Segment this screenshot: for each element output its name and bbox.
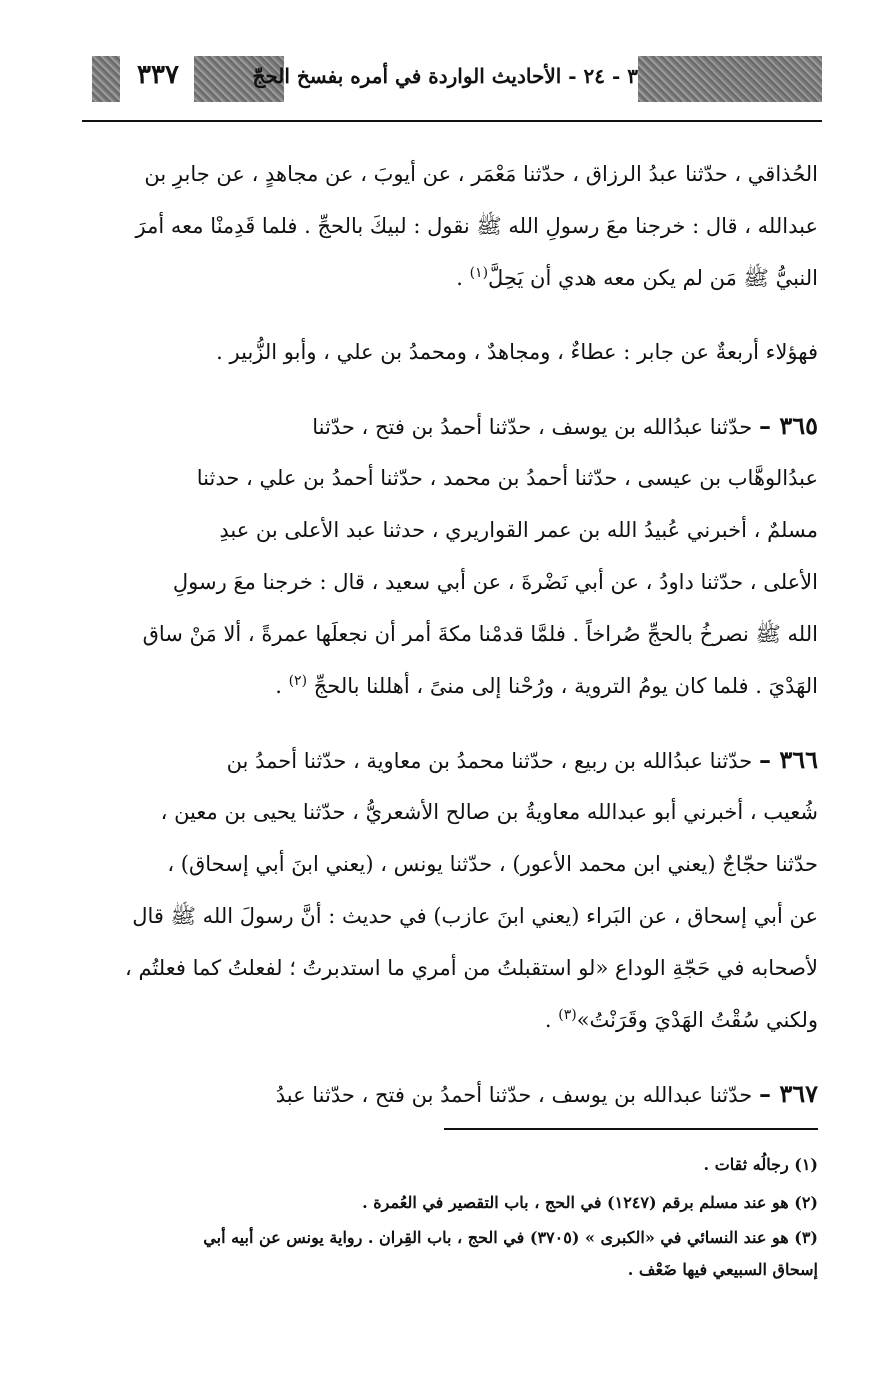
footnote-separator: [444, 1128, 818, 1130]
hadith-number: ٣٦٥ –: [758, 411, 818, 440]
footnote-1: (١) رجالُه ثقات .: [703, 1155, 818, 1174]
footnote-3: (٣) هو عند النسائي في «الكبرى » (٣٧٠٥) في الحج ، باب القِران . رواية يونس عن أبيه أبي: [203, 1228, 818, 1247]
text-line: [82, 252, 818, 304]
end-dot: .: [544, 1008, 559, 1032]
header-rule: [82, 120, 822, 122]
hadith-number: ٣٦٦ –: [758, 745, 818, 774]
text-line-content: الهَدْيَ . فلما كان يومُ التروية ، ورُحْنا إلى منىً ، أهللنا بالحجِّ: [313, 674, 818, 698]
text-line: عبدالله ، قال : خرجنا معَ رسولِ الله ﷺ نقول : لبيكَ بالحجِّ . فلما قَدِمنْا معه أمرَ: [135, 214, 818, 238]
footnote-2: (٢) هو عند مسلم برقم (١٢٤٧) في الحج ، باب التقصير في العُمرة .: [362, 1193, 818, 1212]
text-line: الحُذاقي ، حدّثنا عبدُ الرزاق ، حدّثنا مَعْمَر ، عن أيوبَ ، عن مجاهدٍ ، عن جابرِ بن: [144, 162, 818, 186]
hadith-366: [82, 734, 818, 786]
text-line-content: النبيُّ ﷺ مَن لم يكن معه هدي أن يَحِلَّ: [488, 266, 818, 290]
footnote-ref: (٢): [288, 673, 308, 689]
text-line-content: حدّثنا عبدالله بن يوسف ، حدّثنا أحمدُ بن فتح ، حدّثنا عبدُ: [275, 1083, 753, 1107]
footnote-3-continued: إسحاق السبيعي فيها ضَعْف .: [627, 1260, 818, 1279]
text-line: مسلمٌ ، أخبرني عُبيدُ الله بن عمر القواريري ، حدثنا عبد الأعلى بن عبدِ: [219, 518, 818, 542]
header-ornament-right: [638, 56, 822, 102]
text-line-content: ولكني سُقْتُ الهَدْيَ وقَرَنْتُ»: [576, 1008, 818, 1032]
chapter-title: ٣ - ٢٤ - الأحاديث الواردة في أمره بفسخ الحجّ: [252, 64, 638, 88]
text-line: فهؤلاء أربعةٌ عن جابر : عطاءٌ ، ومجاهدٌ ، ومحمدُ بن علي ، وأبو الزُّبير .: [216, 340, 818, 364]
end-dot: .: [456, 266, 470, 290]
text-line-content: حدّثنا عبدُالله بن ربيع ، حدّثنا محمدُ بن معاوية ، حدّثنا أحمدُ بن: [226, 749, 753, 773]
end-dot: .: [275, 674, 289, 698]
hadith-367: [82, 1068, 818, 1120]
text-line: شُعيب ، أخبرني أبو عبدالله معاويةُ بن صالح الأشعريُّ ، حدّثنا يحيى بن معين ،: [160, 800, 818, 824]
text-line: الله ﷺ نصرخُ بالحجِّ صُراخاً . فلمَّا قدمْنا مكةَ أمر أن نجعلَها عمرةً ، ألا مَنْ ساق: [142, 622, 818, 646]
text-line: لأصحابه في حَجّةِ الوداع «لو استقبلتُ من أمري ما استدبرتُ ؛ لفعلتُ كما فعلتُم ،: [125, 956, 818, 980]
main-text: [82, 148, 818, 1120]
text-line: حدّثنا حجّاجٌ (يعني ابن محمد الأعور) ، حدّثنا يونس ، (يعني ابنَ أبي إسحاق) ،: [167, 852, 818, 876]
text-line: [82, 994, 818, 1046]
footnote-ref: (٣): [558, 1007, 577, 1023]
running-header: [82, 52, 822, 120]
text-line: عبدُالوهَّاب بن عيسى ، حدّثنا أحمدُ بن محمد ، حدّثنا أحمدُ بن علي ، حدثنا: [196, 466, 818, 490]
text-line: عن أبي إسحاق ، عن البَراء (يعني ابنَ عازب) في حديث : أنَّ رسولَ الله ﷺ قال: [132, 904, 818, 928]
text-line: الأعلى ، حدّثنا داودُ ، عن أبي نَضْرةَ ، عن أبي سعيد ، قال : خرجنا معَ رسولِ: [172, 570, 818, 594]
footnote-ref: (١): [469, 265, 489, 281]
hadith-365: [82, 400, 818, 452]
text-line-content: حدّثنا عبدُالله بن يوسف ، حدّثنا أحمدُ بن فتح ، حدّثنا: [312, 415, 753, 439]
page-number: ٣٣٧: [137, 60, 179, 90]
footnotes: [82, 1146, 818, 1286]
header-ornament-left: [92, 56, 120, 102]
hadith-number: ٣٦٧ –: [758, 1079, 818, 1108]
text-line: [82, 660, 818, 712]
